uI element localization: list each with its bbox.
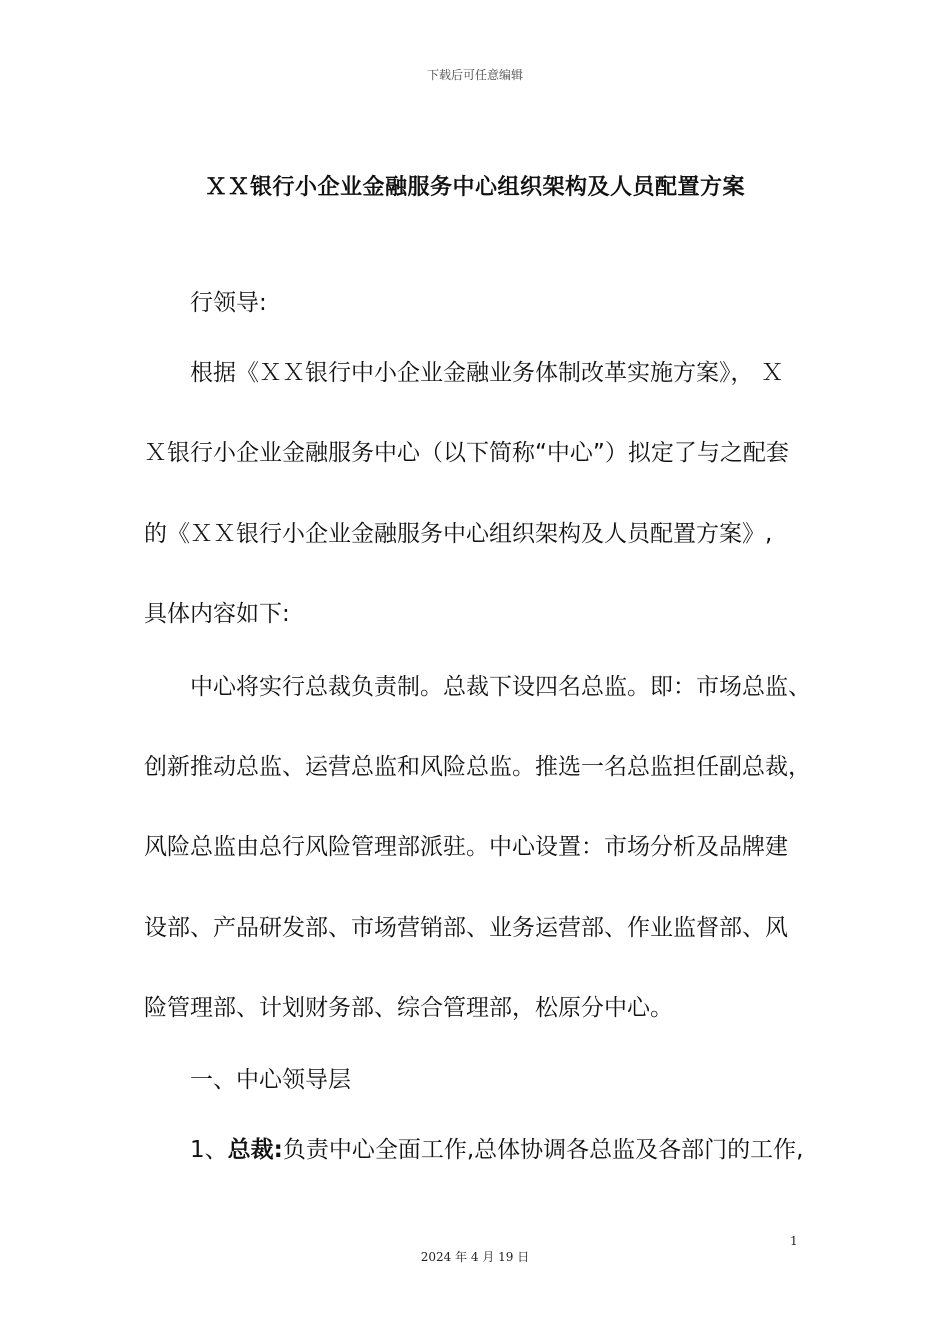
paragraph2-line-3: 风险总监由总行风险管理部派驻。中心设置：市场分析及品牌建 [144,834,788,860]
paragraph2-line-1: 中心将实行总裁负责制。总裁下设四名总监。即：市场总监、 [190,674,811,700]
paragraph2-line-4: 设部、产品研发部、市场营销部、业务运营部、作业监督部、风 [144,915,788,941]
item-text: 负责中心全面工作,总体协调各总监及各部门的工作, [282,1137,804,1163]
item-label: 总裁: [227,1137,283,1163]
paragraph2-line-5: 险管理部、计划财务部、综合管理部，松原分中心。 [144,995,673,1021]
paragraph1-line-2: Ｘ银行小企业金融服务中心（以下简称“中心”）拟定了与之配套 [144,440,789,466]
list-item [190,1134,803,1166]
paragraph1-line-4: 具体内容如下: [144,601,290,627]
paragraph2-line-2: 创新推动总监、运营总监和风险总监。推选一名总监担任副总裁， [144,754,811,780]
page-number: 1 [790,1234,798,1248]
salutation: 行领导: [190,290,267,316]
item-number: 1、 [190,1137,228,1163]
paragraph1-line-1: 根据《ＸＸ银行中小企业金融业务体制改革实施方案》， Ｘ [190,360,784,386]
paragraph1-line-3: 的《ＸＸ银行小企业金融服务中心组织架构及人员配置方案》, [144,521,773,547]
section-heading: 一、中心领导层 [190,1067,351,1093]
header-note: 下载后可任意编辑 [426,68,523,82]
document-title: ＸＸ银行小企业金融服务中心组织架构及人员配置方案 [204,175,745,200]
footer-date: 2024 年 4 月 19 日 [420,1250,530,1264]
